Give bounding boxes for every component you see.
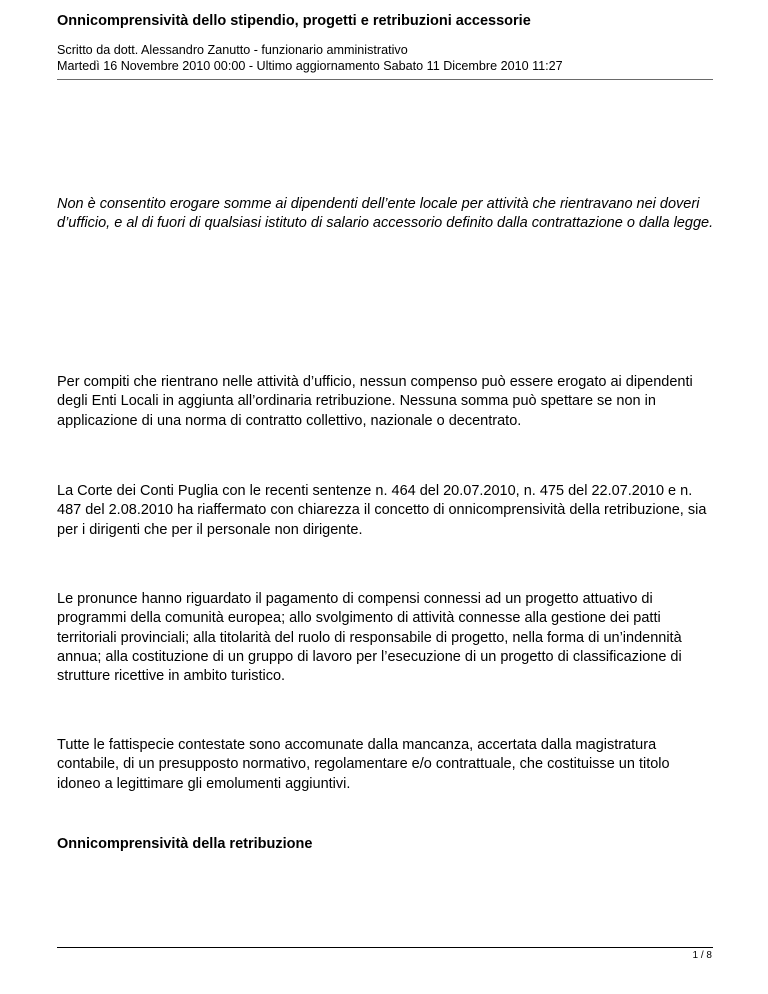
paragraph-3: Le pronunce hanno riguardato il pagamento di compensi connessi ad un progetto attuativo di programmi della comunità europea; allo svolgimento di attività connesse alla gestione dei patti territoriali provinciali; alla titolarità del ruolo di responsabile di progetto, nella forma di un’indennità annua; alla costituzione di un gruppo di lavoro per l’esecuzione di un progetto di classificazione di strutture ricettive in ambito turistico. xyxy=(57,591,682,685)
section-heading: Onnicomprensività della retribuzione xyxy=(57,836,313,852)
paragraph-2: La Corte dei Conti Puglia con le recenti sentenze n. 464 del 20.07.2010, n. 475 del 22.07.2010 e n. 487 del 2.08.2010 ha riaffermato con chiarezza il concetto di onnicomprensività della retribuzione, sia per i dirigenti che per il personale non dirigente. xyxy=(57,483,707,538)
header-divider xyxy=(57,79,713,80)
footer-divider xyxy=(57,947,713,948)
article-meta xyxy=(57,42,717,74)
paragraph-4: Tutte le fattispecie contestate sono accomunate dalla mancanza, accertata dalla magistratura contabile, di un presupposto normativo, regolamentare e/o contrattuale, che costituisse un titolo idoneo a legittimare gli emolumenti aggiuntivi. xyxy=(57,737,670,792)
date-line: Martedì 16 Novembre 2010 00:00 - Ultimo aggiornamento Sabato 11 Dicembre 2010 11:27 xyxy=(57,59,563,73)
paragraph-1: Per compiti che rientrano nelle attività d’ufficio, nessun compenso può essere erogato ai dipendenti degli Enti Locali in aggiunta all’ordinaria retribuzione. Nessuna somma può spettare se non in applicazione di una norma di contratto collettivo, nazionale o decentrato. xyxy=(57,374,693,429)
article-title: Onnicomprensività dello stipendio, progetti e retribuzioni accessorie xyxy=(57,13,531,29)
author-line: Scritto da dott. Alessandro Zanutto - funzionario amministrativo xyxy=(57,43,408,57)
page-number: 1 / 8 xyxy=(692,950,712,961)
lead-paragraph: Non è consentito erogare somme ai dipendenti dell’ente locale per attività che rientravano nei doveri d’ufficio, e al di fuori di qualsiasi istituto di salario accessorio definito dalla contrattazione o dalla legge. xyxy=(57,196,714,232)
